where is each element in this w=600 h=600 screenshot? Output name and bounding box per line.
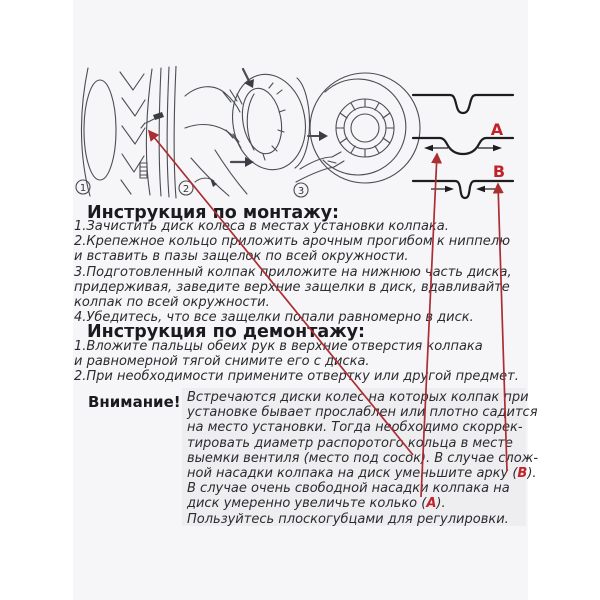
mount-heading: Инструкция по монтажу: xyxy=(87,203,340,223)
press-down-arrow xyxy=(243,69,249,81)
dismount-instructions xyxy=(74,339,519,385)
profile-b-label: В xyxy=(492,162,506,181)
ring-profile-diagrams xyxy=(405,85,525,205)
attention-line: Пользуйтесь плоскогубцами для регулировки. xyxy=(187,511,509,527)
ref-letter-a: А xyxy=(426,496,437,512)
profile-normal xyxy=(413,95,513,113)
instruction-line: придерживая, заведите верхние защелки в диск, вдавливайте xyxy=(74,279,510,295)
figure1-number: 1 xyxy=(79,183,87,194)
figure2-number: 2 xyxy=(182,184,190,195)
instruction-line: 2.При необходимости примените отвертку или другой предмет. xyxy=(74,369,519,385)
attention-label: Внимание! xyxy=(88,393,181,411)
valve-icon xyxy=(153,112,164,120)
figure-cap-install xyxy=(179,68,313,196)
figure-hub xyxy=(294,73,420,197)
instruction-line: колпак по всей окружности. xyxy=(74,295,270,311)
attention-line: на место установки. Тогда необходимо скоррек- xyxy=(187,420,523,436)
figure-wheel-rim xyxy=(76,66,176,198)
attention-line: В случае очень свободной насадки колпака на xyxy=(187,481,510,497)
attention-line-text: диск умеренно увеличьте колько ( xyxy=(187,496,427,512)
attention-line: тировать диаметр распоротого кольца в месте xyxy=(187,435,513,451)
attention-line-text: ной насадки колпака на диск уменьшите арку ( xyxy=(187,466,518,482)
instruction-line: и вставить в пазы защелок по всей окружности. xyxy=(74,249,409,265)
attention-line-text: ). xyxy=(436,496,446,512)
attention-line xyxy=(187,496,538,511)
instruction-line: 2.Крепежное кольцо приложить арочным прогибом к ниппелю xyxy=(74,234,511,250)
mount-instructions xyxy=(74,219,512,325)
figures-illustration xyxy=(73,66,433,206)
ref-letter-b: В xyxy=(517,466,528,482)
attention-line: Встречаются диски колес на которых колпак при xyxy=(187,390,529,405)
profile-a-label: А xyxy=(490,120,504,139)
instruction-line: 4.Убедитесь, что все защелки попали равномерно в диск. xyxy=(74,310,474,326)
attention-line: установке бывает прослаблен или плотно садится xyxy=(187,405,538,421)
attention-line xyxy=(187,466,538,481)
attention-paragraph xyxy=(187,390,538,527)
attention-line: выемки вентиля (место под сосок). В случае слож- xyxy=(187,450,539,466)
instruction-line: 1.Зачистить диск колеса в местах установки колпака. xyxy=(74,219,449,234)
figure3-number: 3 xyxy=(297,186,305,197)
instruction-line: 1.Вложите пальцы обеих рук в верхние отверстия колпака xyxy=(74,339,483,354)
dismount-heading: Инструкция по демонтажу: xyxy=(87,322,366,342)
profile-a-widened xyxy=(413,138,513,154)
valve-stem xyxy=(141,119,154,128)
instruction-line: и равномерной тягой снимите его с диска. xyxy=(74,354,370,370)
attention-line-text: ). xyxy=(527,466,537,482)
instruction-line: 3.Подготовленный колпак приложите на нижнюю часть диска, xyxy=(74,264,512,280)
